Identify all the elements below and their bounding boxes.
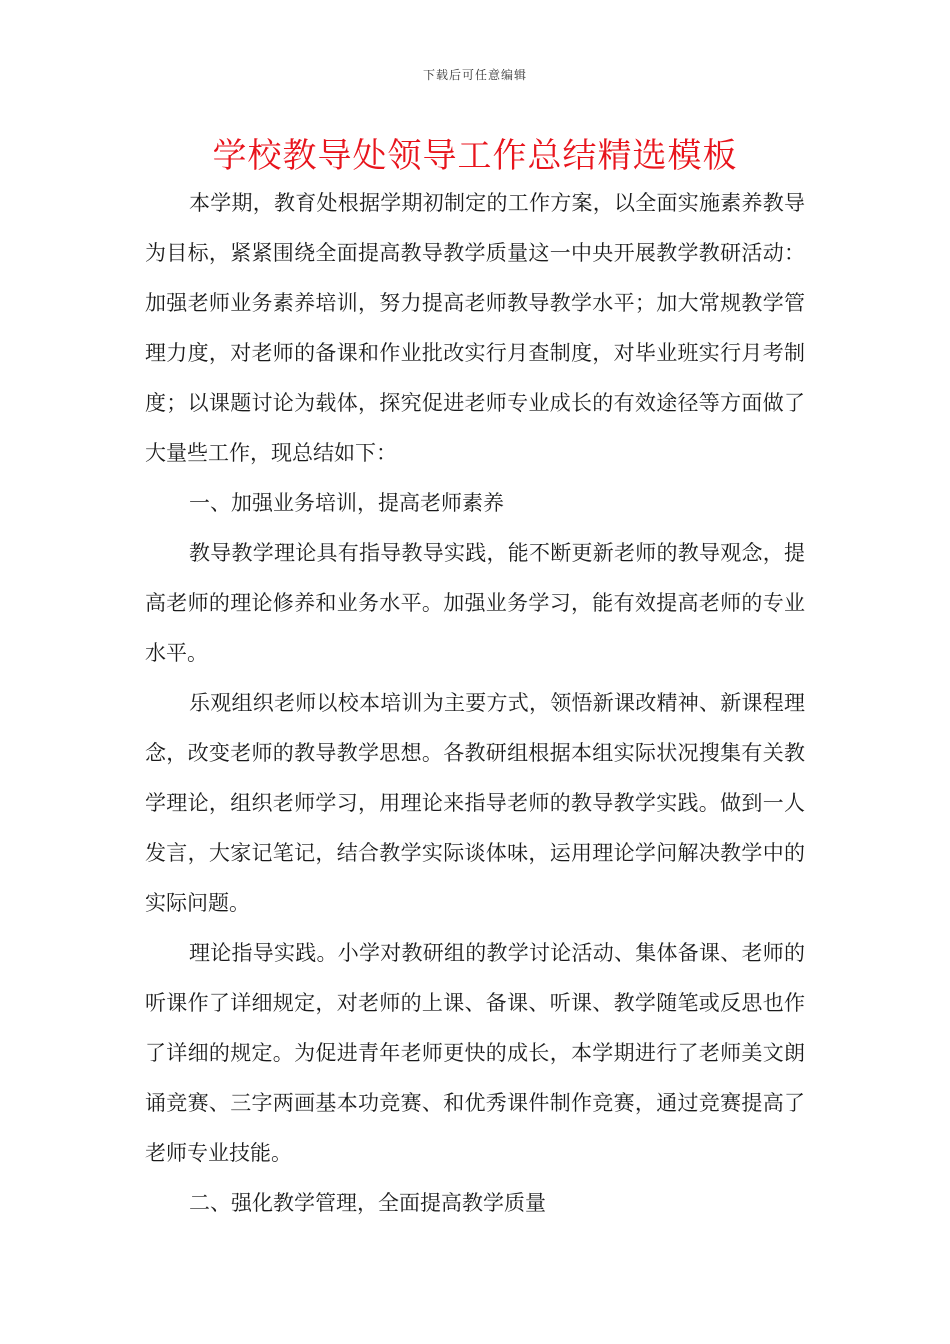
section-heading-2: 二、强化教学管理，全面提高教学质量	[189, 1191, 546, 1215]
intro-paragraph: 本学期，教育处根据学期初制定的工作方案，以全面实施素养教导为目标，紧紧围绕全面提高教导教学质量这一中央开展教学教研活动：加强老师业务素养培训，努力提高老师教导教学水平；加大常规教学管理力度，对老师的备课和作业批改实行月查制度，对毕业班实行月考制度；以课题讨论为载体，探究促进老师专业成长的有效途径等方面做了大量些工作，现总结如下：	[145, 191, 805, 465]
section-heading-1: 一、加强业务培训，提高老师素养	[189, 491, 504, 515]
body-paragraph: 教导教学理论具有指导教导实践，能不断更新老师的教导观念，提高老师的理论修养和业务水平。加强业务学习，能有效提高老师的专业水平。	[145, 541, 805, 665]
body-paragraph: 理论指导实践。小学对教研组的教学讨论活动、集体备课、老师的听课作了详细规定，对老师的上课、备课、听课、教学随笔或反思也作了详细的规定。为促进青年老师更快的成长，本学期进行了老师美文朗诵竞赛、三字两画基本功竞赛、和优秀课件制作竞赛，通过竞赛提高了老师专业技能。	[145, 941, 805, 1165]
header-note: 下载后可任意编辑	[422, 68, 527, 82]
document-body	[145, 178, 805, 1228]
document-title: 学校教导处领导工作总结精选模板	[212, 136, 738, 176]
body-paragraph: 乐观组织老师以校本培训为主要方式，领悟新课改精神、新课程理念，改变老师的教导教学思想。各教研组根据本组实际状况搜集有关教学理论，组织老师学习，用理论来指导老师的教导教学实践。做到一人发言，大家记笔记，结合教学实际谈体味，运用理论学问解决教学中的实际问题。	[145, 691, 805, 915]
